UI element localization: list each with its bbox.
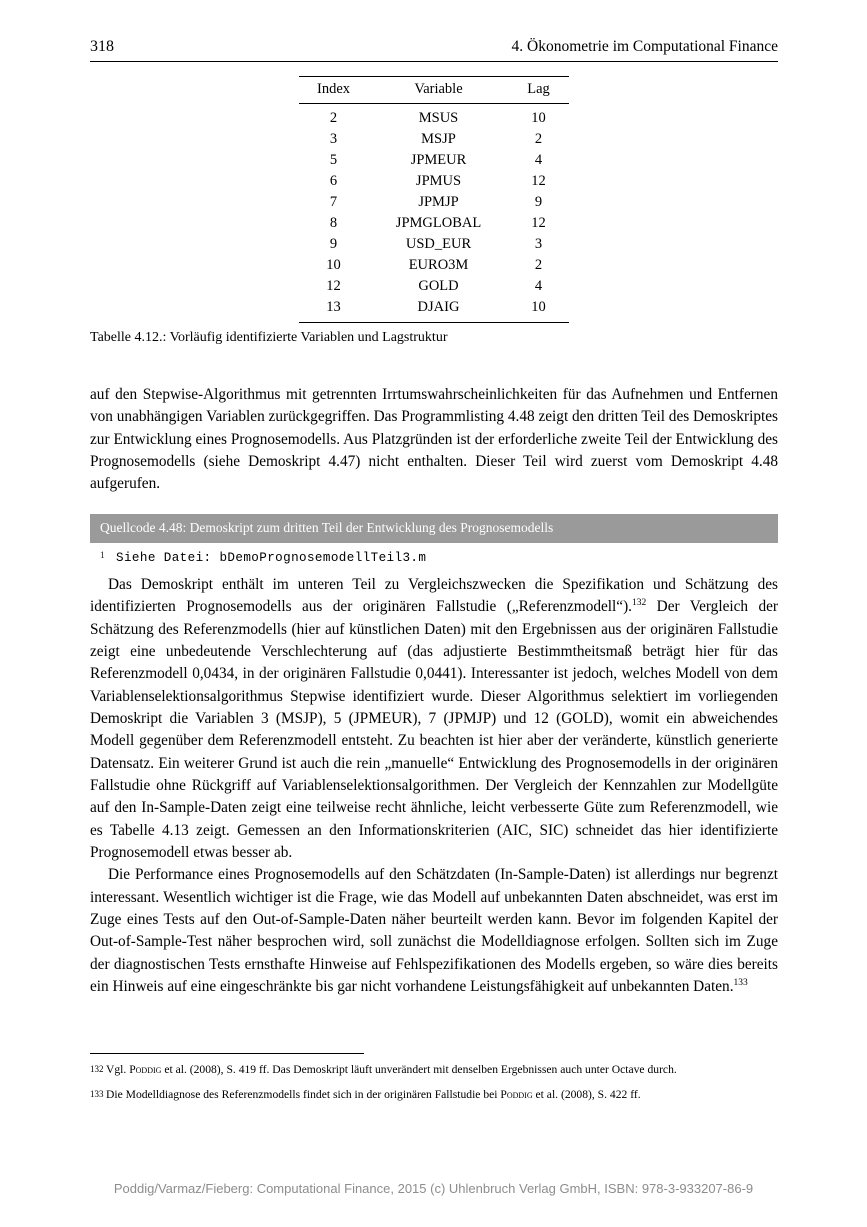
cell-lag: 10 <box>531 299 546 315</box>
footnote-132 <box>90 1062 780 1078</box>
footnote-text-before: Die Modelldiagnose des Referenzmodells findet sich in der originären Fallstudie bei <box>106 1087 501 1101</box>
variables-table-container <box>0 76 867 323</box>
table-row <box>299 129 569 150</box>
paragraph-block-2 <box>90 574 778 998</box>
page-header <box>90 38 778 62</box>
cell-lag: 10 <box>531 110 546 126</box>
cell-index: 10 <box>326 257 341 273</box>
paragraph-2-part-2: Der Vergleich der Schätzung des Referenzmodells (hier auf künstlichen Daten) mit den Ergebnissen aus der originären Fallstudie zeigt eine unbedeutende Verschlechterung auf (das adjustierte Bestimmtheitsmaß beträgt hier für das Referenzmodell 0,0434, in der originären Fallstudie 0,0441). Interessanter ist jedoch, welches Modell von dem Variablenselektionsalgorithmus Stepwise identifiziert wurde. Dieser Algorithmus selektiert im vorliegenden Demoskript die Variablen 3 (MSJP), 5 (JPMEUR), 7 (JPMJP) und 12 (GOLD), womit ein abweichendes Modell gegenüber dem Referenzmodell entsteht. Zu beachten ist hier aber der veränderte, künstlich generierte Datensatz. Ein weiterer Grund ist auch die rein „manuelle“ Entwicklung des Prognosemodells in der originären Fallstudie ohne Rückgriff auf Variablenselektionsalgorithmen. Der Vergleich der Kennzahlen zur Modellgüte auf den In-Sample-Daten zeigt eine teilweise recht ähnliche, leicht verbesserte Güte zum Referenzmodell, wie es Tabelle 4.13 zeigt. Gemessen an den Informationskriterien (AIC, SIC) schneidet das hier identifizierte Prognosemodell etwas besser ab. <box>90 598 778 861</box>
cell-lag: 2 <box>534 131 543 147</box>
cell-index: 6 <box>329 173 338 189</box>
code-listing-body <box>90 543 778 569</box>
cell-variable: USD_EUR <box>405 236 472 252</box>
cell-lag: 4 <box>534 278 543 294</box>
table-caption: Tabelle 4.12.: Vorläufig identifizierte Variablen und Lagstruktur <box>90 330 448 345</box>
code-line: Siehe Datei: bDemoPrognosemodellTeil3.m <box>116 551 427 565</box>
cell-lag: 9 <box>534 194 543 210</box>
variables-table <box>299 76 569 323</box>
footnote-133 <box>90 1087 780 1103</box>
footnote-author: Poddig <box>129 1063 162 1076</box>
column-header-variable: Variable <box>414 81 463 97</box>
cell-lag: 12 <box>531 215 546 231</box>
table-row <box>299 234 569 255</box>
cell-lag: 3 <box>534 236 543 252</box>
table-body <box>299 104 569 323</box>
cell-variable: MSJP <box>421 131 456 147</box>
paragraph-2-part-1: Das Demoskript enthält im unteren Teil zu Vergleichszwecken die Spezifikation und Schätzung des identifizierten Prognosemodells aus der originären Fallstudie („Referenzmodell“). <box>90 576 778 616</box>
table-row <box>299 276 569 297</box>
paragraph-3-part-1: Die Performance eines Prognosemodells auf den Schätzdaten (In-Sample-Daten) ist allerdings nur begrenzt interessant. Wesentlich wichtiger ist die Frage, wie das Modell auf unbekannten Daten abschneidet, was erst im Zuge eines Tests auf den Out-of-Sample-Daten näher beurteilt werden kann. Bevor im folgenden Kapitel der Out-of-Sample-Test näher besprochen wird, soll zunächst die Modelldiagnose erfolgen. Sollten sich im Zuge der diagnostischen Tests ernsthafte Hinweise auf Fehlspezifikationen des Modells ergeben, so wäre dies bereits ein Hinweis auf eine eingeschränkte bis gar nicht vorhandene Leistungsfähigkeit auf unbekannten Daten. <box>90 866 778 995</box>
cell-variable: DJAIG <box>417 299 460 315</box>
footnote-text <box>106 1087 780 1103</box>
cell-lag: 2 <box>534 257 543 273</box>
column-header-lag: Lag <box>527 81 550 97</box>
paragraph-2 <box>90 574 778 864</box>
table-row <box>299 297 569 323</box>
footnote-text-after: et al. (2008), S. 422 ff. <box>532 1087 641 1101</box>
cell-variable: GOLD <box>418 278 459 294</box>
table-row <box>299 150 569 171</box>
footnote-text-after: et al. (2008), S. 419 ff. Das Demoskript läuft unverändert mit denselben Ergebnissen auch unter Octave durch. <box>161 1063 677 1076</box>
cell-variable: JPMGLOBAL <box>395 215 482 231</box>
page-footer: Poddig/Varmaz/Fieberg: Computational Finance, 2015 (c) Uhlenbruch Verlag GmbH, ISBN: 978-3-933207-86-9 <box>113 1181 754 1196</box>
cell-lag: 4 <box>534 152 543 168</box>
cell-index: 12 <box>326 278 341 294</box>
table-row <box>299 192 569 213</box>
page-number: 318 <box>90 38 114 55</box>
footnote-text-before: Vgl. <box>106 1063 130 1076</box>
table-header-row <box>299 77 569 104</box>
table-row <box>299 255 569 276</box>
footnote-reference-133: 133 <box>733 977 748 988</box>
footnote-author: Poddig <box>500 1087 533 1101</box>
code-listing-title: Quellcode 4.48: Demoskript zum dritten Teil der Entwicklung des Prognosemodells <box>90 514 778 543</box>
column-header-index: Index <box>316 81 350 97</box>
footnotes <box>90 1062 780 1111</box>
cell-lag: 12 <box>531 173 546 189</box>
table-row <box>299 213 569 234</box>
footnote-marker: 132 <box>90 1064 104 1074</box>
paragraph-1: auf den Stepwise-Algorithmus mit getrennten Irrtumswahrscheinlichkeiten für das Aufnehmen und Entfernen von unabhängigen Variablen zurückgegriffen. Das Programmlisting 4.48 zeigt den dritten Teil des Demoskriptes zur Entwicklung eines Prognosemodells. Aus Platzgründen ist der erforderliche zweite Teil der Entwicklung des Prognosemodells (siehe Demoskript 4.47) nicht enthalten. Dieser Teil wird zuerst vom Demoskript 4.48 aufgerufen. <box>90 386 778 493</box>
cell-variable: JPMJP <box>418 194 459 210</box>
cell-index: 8 <box>329 215 338 231</box>
code-line-number: 1 <box>100 551 106 561</box>
paragraph-block-1 <box>90 384 778 496</box>
paragraph-3 <box>90 864 778 998</box>
table-row <box>299 104 569 130</box>
cell-variable: JPMUS <box>415 173 462 189</box>
code-listing <box>90 514 778 569</box>
cell-index: 7 <box>329 194 338 210</box>
cell-variable: JPMEUR <box>410 152 467 168</box>
table-head <box>299 77 569 104</box>
footnote-marker: 133 <box>90 1088 104 1099</box>
cell-index: 3 <box>329 131 338 147</box>
table-row <box>299 171 569 192</box>
cell-index: 5 <box>329 152 338 168</box>
cell-variable: EURO3M <box>408 257 469 273</box>
footnote-text <box>106 1062 780 1078</box>
cell-index: 13 <box>326 299 341 315</box>
cell-variable: MSUS <box>418 110 459 126</box>
footnote-reference-132: 132 <box>632 598 647 609</box>
running-title: 4. Ökonometrie im Computational Finance <box>511 38 778 55</box>
footnote-separator <box>90 1053 364 1054</box>
cell-index: 2 <box>329 110 338 126</box>
cell-index: 9 <box>329 236 338 252</box>
